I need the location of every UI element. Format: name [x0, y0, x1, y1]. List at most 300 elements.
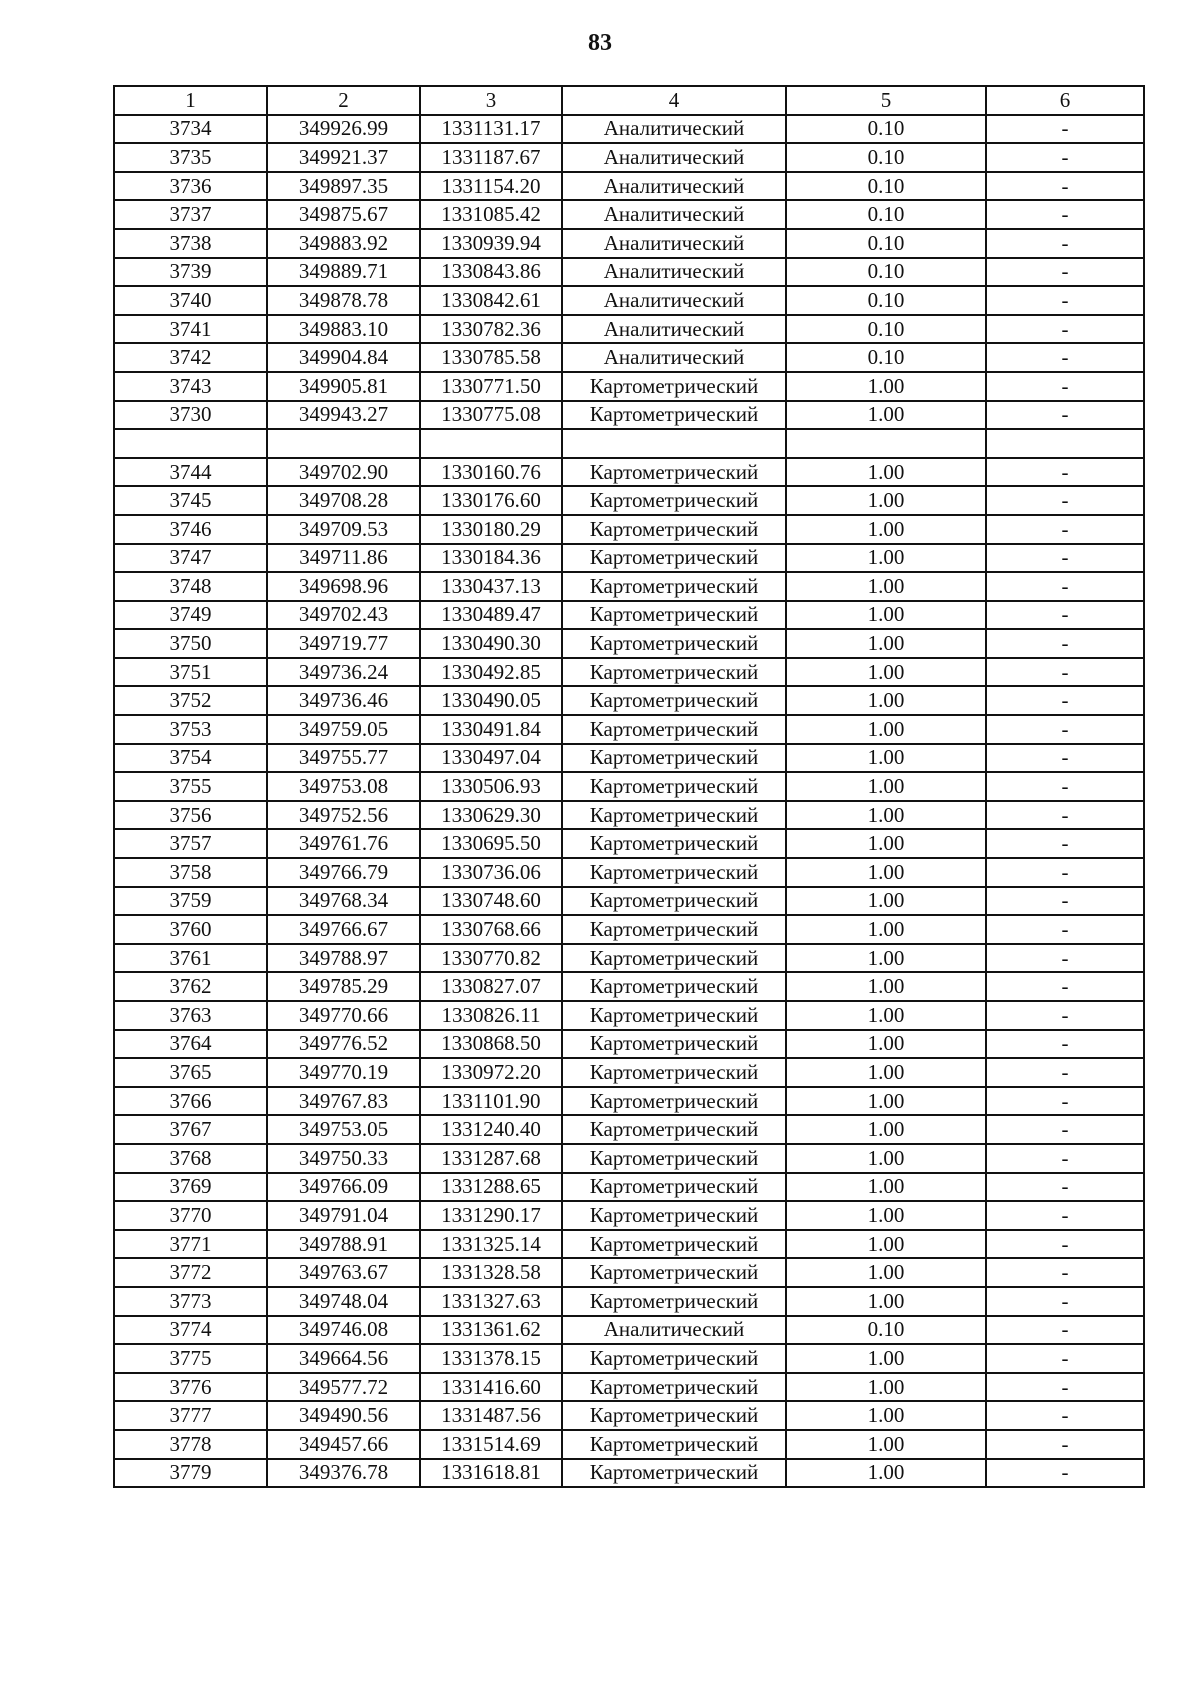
- y-coordinate-cell: 1331325.14: [420, 1230, 562, 1259]
- x-coordinate-cell: 349376.78: [267, 1459, 420, 1488]
- table-row: [114, 372, 1144, 401]
- note-cell: -: [986, 1373, 1144, 1402]
- table-row: [114, 801, 1144, 830]
- method-cell: Картометрический: [562, 1115, 786, 1144]
- table-row: [114, 715, 1144, 744]
- accuracy-cell: 1.00: [786, 572, 986, 601]
- point-number-cell: 3740: [114, 286, 267, 315]
- x-coordinate-cell: 349490.56: [267, 1401, 420, 1430]
- accuracy-cell: 0.10: [786, 115, 986, 144]
- table-row: [114, 1258, 1144, 1287]
- accuracy-cell: 1.00: [786, 801, 986, 830]
- accuracy-cell: 0.10: [786, 172, 986, 201]
- y-coordinate-cell: 1330160.76: [420, 458, 562, 487]
- note-cell: -: [986, 572, 1144, 601]
- y-coordinate-cell: 1331287.68: [420, 1144, 562, 1173]
- method-cell: Картометрический: [562, 1258, 786, 1287]
- y-coordinate-cell: 1330490.30: [420, 629, 562, 658]
- point-number-cell: 3734: [114, 115, 267, 144]
- table-row: [114, 458, 1144, 487]
- table-row: [114, 1373, 1144, 1402]
- note-cell: -: [986, 315, 1144, 344]
- method-cell: Картометрический: [562, 401, 786, 430]
- accuracy-cell: 1.00: [786, 829, 986, 858]
- note-cell: -: [986, 1316, 1144, 1345]
- y-coordinate-cell: 1330768.66: [420, 915, 562, 944]
- x-coordinate-cell: 349921.37: [267, 143, 420, 172]
- y-coordinate-cell: 1330180.29: [420, 515, 562, 544]
- x-coordinate-cell: 349763.67: [267, 1258, 420, 1287]
- y-coordinate-cell: 1330843.86: [420, 258, 562, 287]
- accuracy-cell: 1.00: [786, 686, 986, 715]
- method-cell: Картометрический: [562, 858, 786, 887]
- method-cell: Картометрический: [562, 544, 786, 573]
- accuracy-cell: 1.00: [786, 1287, 986, 1316]
- y-coordinate-cell: 1331288.65: [420, 1173, 562, 1202]
- header-cell: 4: [562, 86, 786, 115]
- coordinates-table: [113, 85, 1145, 1488]
- y-coordinate-cell: 1330497.04: [420, 744, 562, 773]
- y-coordinate-cell: 1330695.50: [420, 829, 562, 858]
- note-cell: -: [986, 401, 1144, 430]
- accuracy-cell: 1.00: [786, 887, 986, 916]
- point-number-cell: 3751: [114, 658, 267, 687]
- table-row: [114, 1115, 1144, 1144]
- table-row: [114, 1087, 1144, 1116]
- point-number-cell: 3768: [114, 1144, 267, 1173]
- method-cell: Картометрический: [562, 1087, 786, 1116]
- accuracy-cell: 1.00: [786, 1344, 986, 1373]
- method-cell: Картометрический: [562, 372, 786, 401]
- x-coordinate-cell: 349753.05: [267, 1115, 420, 1144]
- y-coordinate-cell: 1330770.82: [420, 944, 562, 973]
- x-coordinate-cell: 349770.66: [267, 1001, 420, 1030]
- note-cell: -: [986, 286, 1144, 315]
- x-coordinate-cell: 349889.71: [267, 258, 420, 287]
- method-cell: Картометрический: [562, 1201, 786, 1230]
- note-cell: -: [986, 972, 1144, 1001]
- header-cell: 1: [114, 86, 267, 115]
- x-coordinate-cell: 349457.66: [267, 1430, 420, 1459]
- method-cell: Картометрический: [562, 486, 786, 515]
- method-cell: Картометрический: [562, 1287, 786, 1316]
- y-coordinate-cell: 1331416.60: [420, 1373, 562, 1402]
- x-coordinate-cell: 349791.04: [267, 1201, 420, 1230]
- y-coordinate-cell: 1330736.06: [420, 858, 562, 887]
- method-cell: Аналитический: [562, 115, 786, 144]
- point-number-cell: 3777: [114, 1401, 267, 1430]
- y-coordinate-cell: 1330491.84: [420, 715, 562, 744]
- y-coordinate-cell: 1330176.60: [420, 486, 562, 515]
- accuracy-cell: 1.00: [786, 1058, 986, 1087]
- table-row: [114, 544, 1144, 573]
- table-row: [114, 1230, 1144, 1259]
- y-coordinate-cell: 1330842.61: [420, 286, 562, 315]
- x-coordinate-cell: 349883.10: [267, 315, 420, 344]
- point-number-cell: 3745: [114, 486, 267, 515]
- x-coordinate-cell: 349711.86: [267, 544, 420, 573]
- table-row: [114, 115, 1144, 144]
- x-coordinate-cell: 349766.09: [267, 1173, 420, 1202]
- point-number-cell: 3739: [114, 258, 267, 287]
- note-cell: -: [986, 601, 1144, 630]
- method-cell: Картометрический: [562, 1058, 786, 1087]
- table-row: [114, 1058, 1144, 1087]
- point-number-cell: 3758: [114, 858, 267, 887]
- y-coordinate-cell: 1330490.05: [420, 686, 562, 715]
- method-cell: Картометрический: [562, 515, 786, 544]
- table-row: [114, 1030, 1144, 1059]
- point-number-cell: 3754: [114, 744, 267, 773]
- table-row: [114, 1316, 1144, 1345]
- method-cell: [562, 429, 786, 458]
- x-coordinate-cell: 349766.67: [267, 915, 420, 944]
- accuracy-cell: 1.00: [786, 1144, 986, 1173]
- x-coordinate-cell: 349788.97: [267, 944, 420, 973]
- x-coordinate-cell: 349943.27: [267, 401, 420, 430]
- header-cell: 2: [267, 86, 420, 115]
- y-coordinate-cell: 1330775.08: [420, 401, 562, 430]
- accuracy-cell: 1.00: [786, 1230, 986, 1259]
- y-coordinate-cell: 1330972.20: [420, 1058, 562, 1087]
- accuracy-cell: 0.10: [786, 143, 986, 172]
- note-cell: -: [986, 686, 1144, 715]
- note-cell: -: [986, 458, 1144, 487]
- y-coordinate-cell: 1331487.56: [420, 1401, 562, 1430]
- accuracy-cell: 1.00: [786, 544, 986, 573]
- header-cell: 5: [786, 86, 986, 115]
- accuracy-cell: 1.00: [786, 629, 986, 658]
- y-coordinate-cell: 1330771.50: [420, 372, 562, 401]
- point-number-cell: 3744: [114, 458, 267, 487]
- accuracy-cell: 1.00: [786, 715, 986, 744]
- point-number-cell: 3748: [114, 572, 267, 601]
- y-coordinate-cell: 1330184.36: [420, 544, 562, 573]
- y-coordinate-cell: 1330939.94: [420, 229, 562, 258]
- table-row: [114, 1459, 1144, 1488]
- method-cell: Картометрический: [562, 1430, 786, 1459]
- method-cell: Картометрический: [562, 1344, 786, 1373]
- accuracy-cell: 1.00: [786, 601, 986, 630]
- x-coordinate-cell: 349702.43: [267, 601, 420, 630]
- accuracy-cell: 1.00: [786, 515, 986, 544]
- x-coordinate-cell: 349702.90: [267, 458, 420, 487]
- method-cell: Картометрический: [562, 1230, 786, 1259]
- note-cell: -: [986, 715, 1144, 744]
- y-coordinate-cell: 1331378.15: [420, 1344, 562, 1373]
- table-row: [114, 829, 1144, 858]
- point-number-cell: 3771: [114, 1230, 267, 1259]
- accuracy-cell: 1.00: [786, 944, 986, 973]
- accuracy-cell: 0.10: [786, 1316, 986, 1345]
- accuracy-cell: 1.00: [786, 486, 986, 515]
- note-cell: -: [986, 829, 1144, 858]
- x-coordinate-cell: 349761.76: [267, 829, 420, 858]
- method-cell: Аналитический: [562, 172, 786, 201]
- point-number-cell: 3730: [114, 401, 267, 430]
- table-row: [114, 629, 1144, 658]
- y-coordinate-cell: 1331361.62: [420, 1316, 562, 1345]
- method-cell: Картометрический: [562, 1144, 786, 1173]
- method-cell: Картометрический: [562, 801, 786, 830]
- point-number-cell: 3753: [114, 715, 267, 744]
- method-cell: Картометрический: [562, 1459, 786, 1488]
- note-cell: -: [986, 515, 1144, 544]
- table-row: [114, 1173, 1144, 1202]
- method-cell: Аналитический: [562, 258, 786, 287]
- note-cell: -: [986, 1087, 1144, 1116]
- accuracy-cell: 0.10: [786, 229, 986, 258]
- y-coordinate-cell: [420, 429, 562, 458]
- table-row: [114, 1401, 1144, 1430]
- table-header: [114, 86, 1144, 115]
- method-cell: Картометрический: [562, 915, 786, 944]
- point-number-cell: 3779: [114, 1459, 267, 1488]
- y-coordinate-cell: 1330826.11: [420, 1001, 562, 1030]
- point-number-cell: 3759: [114, 887, 267, 916]
- table-row: [114, 944, 1144, 973]
- table-row: [114, 601, 1144, 630]
- x-coordinate-cell: 349770.19: [267, 1058, 420, 1087]
- table-row: [114, 229, 1144, 258]
- note-cell: [986, 429, 1144, 458]
- point-number-cell: 3746: [114, 515, 267, 544]
- method-cell: Картометрический: [562, 572, 786, 601]
- point-number-cell: 3763: [114, 1001, 267, 1030]
- x-coordinate-cell: 349883.92: [267, 229, 420, 258]
- method-cell: Картометрический: [562, 658, 786, 687]
- y-coordinate-cell: 1330868.50: [420, 1030, 562, 1059]
- accuracy-cell: 1.00: [786, 858, 986, 887]
- table-row: [114, 1001, 1144, 1030]
- note-cell: -: [986, 744, 1144, 773]
- accuracy-cell: 0.10: [786, 315, 986, 344]
- accuracy-cell: 1.00: [786, 372, 986, 401]
- accuracy-cell: 1.00: [786, 915, 986, 944]
- note-cell: -: [986, 1459, 1144, 1488]
- accuracy-cell: 1.00: [786, 1173, 986, 1202]
- table-row: [114, 486, 1144, 515]
- header-cell: 6: [986, 86, 1144, 115]
- accuracy-cell: 1.00: [786, 458, 986, 487]
- method-cell: Картометрический: [562, 887, 786, 916]
- method-cell: Аналитический: [562, 343, 786, 372]
- note-cell: -: [986, 143, 1144, 172]
- method-cell: Картометрический: [562, 1373, 786, 1402]
- method-cell: Картометрический: [562, 1030, 786, 1059]
- table-row: [114, 887, 1144, 916]
- accuracy-cell: 1.00: [786, 401, 986, 430]
- note-cell: -: [986, 258, 1144, 287]
- header-row: [114, 86, 1144, 115]
- table-row: [114, 658, 1144, 687]
- x-coordinate-cell: 349875.67: [267, 200, 420, 229]
- table-row: [114, 572, 1144, 601]
- method-cell: Аналитический: [562, 229, 786, 258]
- x-coordinate-cell: 349785.29: [267, 972, 420, 1001]
- point-number-cell: 3747: [114, 544, 267, 573]
- y-coordinate-cell: 1330506.93: [420, 772, 562, 801]
- point-number-cell: 3762: [114, 972, 267, 1001]
- note-cell: -: [986, 115, 1144, 144]
- note-cell: -: [986, 1201, 1144, 1230]
- table-row: [114, 744, 1144, 773]
- point-number-cell: 3757: [114, 829, 267, 858]
- table-row: [114, 1344, 1144, 1373]
- method-cell: Картометрический: [562, 601, 786, 630]
- table-row: [114, 1144, 1144, 1173]
- x-coordinate-cell: 349766.79: [267, 858, 420, 887]
- note-cell: -: [986, 658, 1144, 687]
- point-number-cell: 3756: [114, 801, 267, 830]
- table-row: [114, 1430, 1144, 1459]
- accuracy-cell: 1.00: [786, 1001, 986, 1030]
- note-cell: -: [986, 1030, 1144, 1059]
- x-coordinate-cell: 349759.05: [267, 715, 420, 744]
- point-number-cell: 3749: [114, 601, 267, 630]
- note-cell: -: [986, 1401, 1144, 1430]
- x-coordinate-cell: 349767.83: [267, 1087, 420, 1116]
- table-row: [114, 1287, 1144, 1316]
- y-coordinate-cell: 1330492.85: [420, 658, 562, 687]
- x-coordinate-cell: 349736.24: [267, 658, 420, 687]
- accuracy-cell: 1.00: [786, 658, 986, 687]
- x-coordinate-cell: 349736.46: [267, 686, 420, 715]
- x-coordinate-cell: 349788.91: [267, 1230, 420, 1259]
- point-number-cell: 3750: [114, 629, 267, 658]
- x-coordinate-cell: 349897.35: [267, 172, 420, 201]
- note-cell: -: [986, 1144, 1144, 1173]
- point-number-cell: 3772: [114, 1258, 267, 1287]
- x-coordinate-cell: 349752.56: [267, 801, 420, 830]
- x-coordinate-cell: 349926.99: [267, 115, 420, 144]
- point-number-cell: 3770: [114, 1201, 267, 1230]
- note-cell: -: [986, 544, 1144, 573]
- note-cell: -: [986, 915, 1144, 944]
- table-row: [114, 315, 1144, 344]
- accuracy-cell: 0.10: [786, 286, 986, 315]
- note-cell: -: [986, 1344, 1144, 1373]
- note-cell: -: [986, 486, 1144, 515]
- point-number-cell: 3766: [114, 1087, 267, 1116]
- table-row: [114, 286, 1144, 315]
- accuracy-cell: 1.00: [786, 1430, 986, 1459]
- x-coordinate-cell: 349753.08: [267, 772, 420, 801]
- accuracy-cell: 0.10: [786, 343, 986, 372]
- point-number-cell: 3776: [114, 1373, 267, 1402]
- method-cell: Картометрический: [562, 744, 786, 773]
- note-cell: -: [986, 858, 1144, 887]
- note-cell: -: [986, 629, 1144, 658]
- table-row: [114, 858, 1144, 887]
- accuracy-cell: 1.00: [786, 1030, 986, 1059]
- accuracy-cell: 1.00: [786, 1401, 986, 1430]
- accuracy-cell: 0.10: [786, 200, 986, 229]
- header-cell: 3: [420, 86, 562, 115]
- table-row: [114, 143, 1144, 172]
- accuracy-cell: 1.00: [786, 772, 986, 801]
- table-row: [114, 686, 1144, 715]
- y-coordinate-cell: 1331187.67: [420, 143, 562, 172]
- note-cell: -: [986, 887, 1144, 916]
- method-cell: Аналитический: [562, 143, 786, 172]
- point-number-cell: 3773: [114, 1287, 267, 1316]
- x-coordinate-cell: [267, 429, 420, 458]
- y-coordinate-cell: 1330489.47: [420, 601, 562, 630]
- x-coordinate-cell: 349755.77: [267, 744, 420, 773]
- method-cell: Картометрический: [562, 1173, 786, 1202]
- point-number-cell: 3742: [114, 343, 267, 372]
- method-cell: Картометрический: [562, 715, 786, 744]
- point-number-cell: 3761: [114, 944, 267, 973]
- method-cell: Аналитический: [562, 315, 786, 344]
- x-coordinate-cell: 349905.81: [267, 372, 420, 401]
- table-row: [114, 972, 1144, 1001]
- x-coordinate-cell: 349698.96: [267, 572, 420, 601]
- y-coordinate-cell: 1331154.20: [420, 172, 562, 201]
- point-number-cell: [114, 429, 267, 458]
- y-coordinate-cell: 1331240.40: [420, 1115, 562, 1144]
- method-cell: Аналитический: [562, 286, 786, 315]
- y-coordinate-cell: 1331290.17: [420, 1201, 562, 1230]
- x-coordinate-cell: 349709.53: [267, 515, 420, 544]
- point-number-cell: 3743: [114, 372, 267, 401]
- accuracy-cell: 0.10: [786, 258, 986, 287]
- note-cell: -: [986, 1258, 1144, 1287]
- y-coordinate-cell: 1331514.69: [420, 1430, 562, 1459]
- point-number-cell: 3737: [114, 200, 267, 229]
- point-number-cell: 3752: [114, 686, 267, 715]
- table-row: [114, 343, 1144, 372]
- table-row: [114, 258, 1144, 287]
- x-coordinate-cell: 349664.56: [267, 1344, 420, 1373]
- y-coordinate-cell: 1330748.60: [420, 887, 562, 916]
- point-number-cell: 3738: [114, 229, 267, 258]
- x-coordinate-cell: 349577.72: [267, 1373, 420, 1402]
- note-cell: -: [986, 1430, 1144, 1459]
- y-coordinate-cell: 1331131.17: [420, 115, 562, 144]
- y-coordinate-cell: 1330827.07: [420, 972, 562, 1001]
- y-coordinate-cell: 1330629.30: [420, 801, 562, 830]
- page-number: 83: [588, 30, 612, 56]
- table-row: [114, 515, 1144, 544]
- x-coordinate-cell: 349750.33: [267, 1144, 420, 1173]
- table-row: [114, 915, 1144, 944]
- y-coordinate-cell: 1330782.36: [420, 315, 562, 344]
- accuracy-cell: 1.00: [786, 1115, 986, 1144]
- y-coordinate-cell: 1331101.90: [420, 1087, 562, 1116]
- table-row: [114, 172, 1144, 201]
- x-coordinate-cell: 349748.04: [267, 1287, 420, 1316]
- x-coordinate-cell: 349776.52: [267, 1030, 420, 1059]
- method-cell: Аналитический: [562, 1316, 786, 1345]
- y-coordinate-cell: 1331328.58: [420, 1258, 562, 1287]
- note-cell: -: [986, 229, 1144, 258]
- note-cell: -: [986, 343, 1144, 372]
- accuracy-cell: [786, 429, 986, 458]
- method-cell: Картометрический: [562, 629, 786, 658]
- accuracy-cell: 1.00: [786, 1459, 986, 1488]
- note-cell: -: [986, 772, 1144, 801]
- x-coordinate-cell: 349768.34: [267, 887, 420, 916]
- point-number-cell: 3765: [114, 1058, 267, 1087]
- x-coordinate-cell: 349719.77: [267, 629, 420, 658]
- point-number-cell: 3767: [114, 1115, 267, 1144]
- note-cell: -: [986, 1230, 1144, 1259]
- x-coordinate-cell: 349708.28: [267, 486, 420, 515]
- table-row: [114, 772, 1144, 801]
- y-coordinate-cell: 1331327.63: [420, 1287, 562, 1316]
